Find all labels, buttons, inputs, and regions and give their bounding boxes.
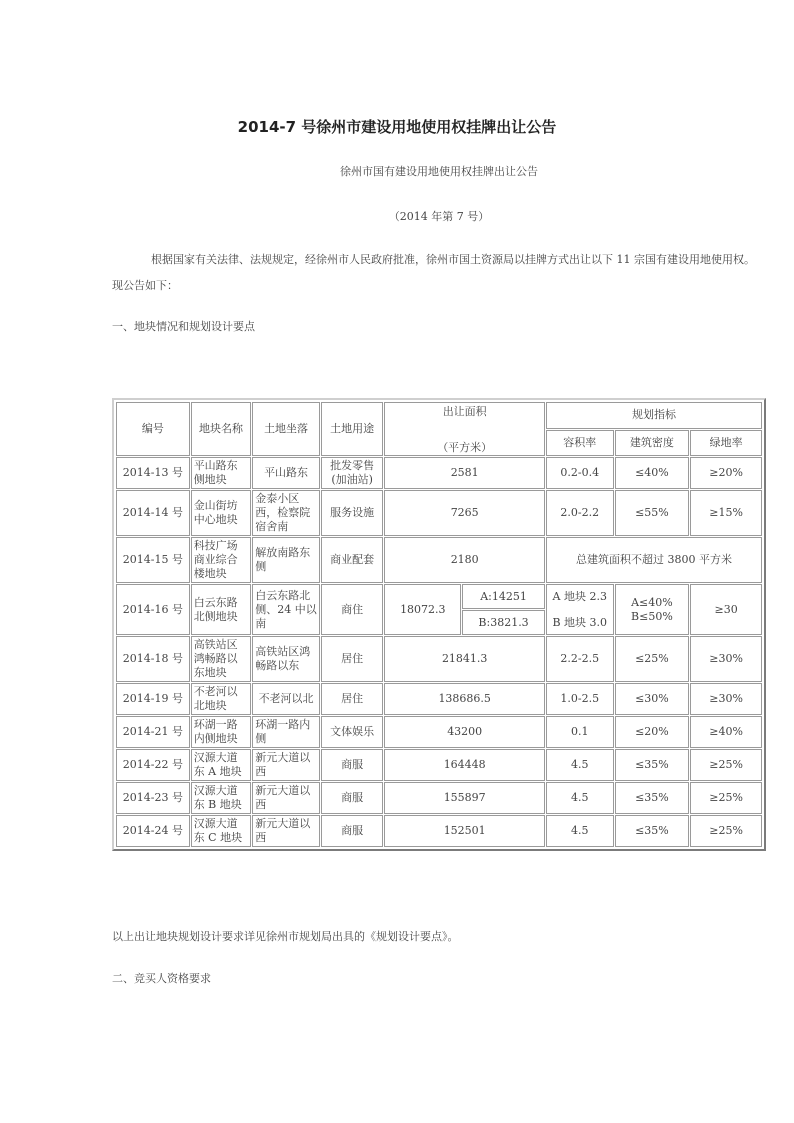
cell-usage: 商服 xyxy=(321,782,384,814)
cell-area: 7265 xyxy=(384,490,544,536)
cell-far-split xyxy=(546,584,614,635)
intro-paragraph: 根据国家有关法律、法规规定，经徐州市人民政府批准，徐州市国土资源局以挂牌方式出让以下 11 宗国有建设用地使用权。现公告如下： xyxy=(112,253,755,292)
cell-location: 白云东路北侧、24 中以南 xyxy=(252,584,320,635)
header-name: 地块名称 xyxy=(191,402,252,456)
cell-far-b: B 地块 3.0 xyxy=(552,615,608,629)
cell-name: 高铁站区鸿畅路以东地块 xyxy=(191,636,252,682)
cell-code: 2014-18 号 xyxy=(116,636,190,682)
cell-usage: 服务设施 xyxy=(321,490,384,536)
cell-name: 汉源大道东 C 地块 xyxy=(191,815,252,847)
cell-usage: 商业配套 xyxy=(321,537,384,583)
cell-location: 不老河以北 xyxy=(252,683,320,715)
cell-name: 不老河以北地块 xyxy=(191,683,252,715)
header-code: 编号 xyxy=(116,402,190,456)
cell-location: 新元大道以西 xyxy=(252,782,320,814)
cell-usage: 商服 xyxy=(321,815,384,847)
cell-density: ≤55% xyxy=(615,490,690,536)
cell-location: 高铁站区鸿畅路以东 xyxy=(252,636,320,682)
table-row xyxy=(116,716,762,748)
cell-code: 2014-23 号 xyxy=(116,782,190,814)
cell-area-a: A:14251 xyxy=(462,584,545,609)
cell-location: 环湖一路内侧 xyxy=(252,716,320,748)
cell-far: 1.0-2.5 xyxy=(546,683,614,715)
cell-far: 4.5 xyxy=(546,782,614,814)
table-row xyxy=(116,457,762,489)
cell-area: 21841.3 xyxy=(384,636,544,682)
cell-name: 汉源大道东 A 地块 xyxy=(191,749,252,781)
cell-area: 138686.5 xyxy=(384,683,544,715)
cell-green: ≥25% xyxy=(690,749,762,781)
cell-far: 4.5 xyxy=(546,815,614,847)
cell-code: 2014-24 号 xyxy=(116,815,190,847)
cell-green: ≥40% xyxy=(690,716,762,748)
cell-location: 新元大道以西 xyxy=(252,815,320,847)
planning-footnote: 以上出让地块规划设计要求详见徐州市规划局出具的《规划设计要点》。 xyxy=(112,930,459,943)
table-row xyxy=(116,537,762,583)
cell-code: 2014-16 号 xyxy=(116,584,190,635)
parcel-table-frame xyxy=(112,398,766,851)
cell-density: ≤35% xyxy=(615,815,690,847)
table-row xyxy=(116,683,762,715)
cell-code: 2014-22 号 xyxy=(116,749,190,781)
table-row xyxy=(116,490,762,536)
page-title: 2014-7 号徐州市建设用地使用权挂牌出让公告 xyxy=(237,118,557,136)
cell-green: ≥30% xyxy=(690,636,762,682)
header-usage: 土地用途 xyxy=(321,402,384,456)
cell-area: 2581 xyxy=(384,457,544,489)
cell-area: 164448 xyxy=(384,749,544,781)
cell-usage: 批发零售(加油站) xyxy=(321,457,384,489)
table-row xyxy=(116,584,762,609)
cell-green: ≥15% xyxy=(690,490,762,536)
cell-area: 18072.3 xyxy=(384,584,461,635)
header-location: 土地坐落 xyxy=(252,402,320,456)
header-area-unit: （平方米） xyxy=(437,441,493,454)
cell-far: 4.5 xyxy=(546,749,614,781)
cell-location: 新元大道以西 xyxy=(252,749,320,781)
cell-name: 环湖一路内侧地块 xyxy=(191,716,252,748)
table-row xyxy=(116,815,762,847)
cell-usage: 居住 xyxy=(321,683,384,715)
cell-far: 2.2-2.5 xyxy=(546,636,614,682)
cell-green: ≥30 xyxy=(690,584,762,635)
cell-green: ≥30% xyxy=(690,683,762,715)
cell-density: ≤35% xyxy=(615,782,690,814)
cell-area: 155897 xyxy=(384,782,544,814)
header-planning: 规划指标 xyxy=(546,402,762,429)
cell-green: ≥25% xyxy=(690,815,762,847)
cell-density: ≤30% xyxy=(615,683,690,715)
header-density: 建筑密度 xyxy=(615,430,690,457)
cell-green: ≥25% xyxy=(690,782,762,814)
table-row xyxy=(116,749,762,781)
cell-location: 平山路东 xyxy=(252,457,320,489)
cell-area: 152501 xyxy=(384,815,544,847)
cell-name: 科技广场商业综合楼地块 xyxy=(191,537,252,583)
cell-green: ≥20% xyxy=(690,457,762,489)
issue-number: （2014 年第 7 号） xyxy=(388,210,490,223)
cell-usage: 商住 xyxy=(321,584,384,635)
cell-density: ≤35% xyxy=(615,749,690,781)
section-heading-bidder: 二、竞买人资格要求 xyxy=(112,972,211,985)
cell-name: 白云东路北侧地块 xyxy=(191,584,252,635)
header-green: 绿地率 xyxy=(690,430,762,457)
header-far: 容积率 xyxy=(546,430,614,457)
cell-code: 2014-19 号 xyxy=(116,683,190,715)
cell-far-a: A 地块 2.3 xyxy=(552,589,607,603)
section-heading-parcels: 一、地块情况和规划设计要点 xyxy=(112,320,255,333)
cell-code: 2014-13 号 xyxy=(116,457,190,489)
cell-density: ≤25% xyxy=(615,636,690,682)
cell-usage: 文体娱乐 xyxy=(321,716,384,748)
cell-far: 0.2-0.4 xyxy=(546,457,614,489)
cell-location: 解放南路东侧 xyxy=(252,537,320,583)
cell-name: 汉源大道东 B 地块 xyxy=(191,782,252,814)
cell-code: 2014-15 号 xyxy=(116,537,190,583)
cell-name: 金山街坊中心地块 xyxy=(191,490,252,536)
cell-code: 2014-21 号 xyxy=(116,716,190,748)
cell-usage: 商服 xyxy=(321,749,384,781)
table-row xyxy=(116,782,762,814)
cell-planning-merged: 总建筑面积不超过 3800 平方米 xyxy=(546,537,762,583)
parcel-table xyxy=(115,401,763,848)
cell-far: 0.1 xyxy=(546,716,614,748)
cell-density: A≤40% B≤50% xyxy=(615,584,690,635)
header-area xyxy=(384,402,544,456)
cell-density: ≤20% xyxy=(615,716,690,748)
table-row xyxy=(116,636,762,682)
cell-far: 2.0-2.2 xyxy=(546,490,614,536)
header-area-label: 出让面积 xyxy=(442,405,487,418)
cell-location: 金泰小区西，检察院宿舍南 xyxy=(252,490,320,536)
cell-usage: 居住 xyxy=(321,636,384,682)
cell-area: 43200 xyxy=(384,716,544,748)
cell-area: 2180 xyxy=(384,537,544,583)
cell-area-b: B:3821.3 xyxy=(462,610,545,635)
cell-name: 平山路东侧地块 xyxy=(191,457,252,489)
cell-density: ≤40% xyxy=(615,457,690,489)
notice-subtitle: 徐州市国有建设用地使用权挂牌出让公告 xyxy=(340,165,538,178)
cell-code: 2014-14 号 xyxy=(116,490,190,536)
